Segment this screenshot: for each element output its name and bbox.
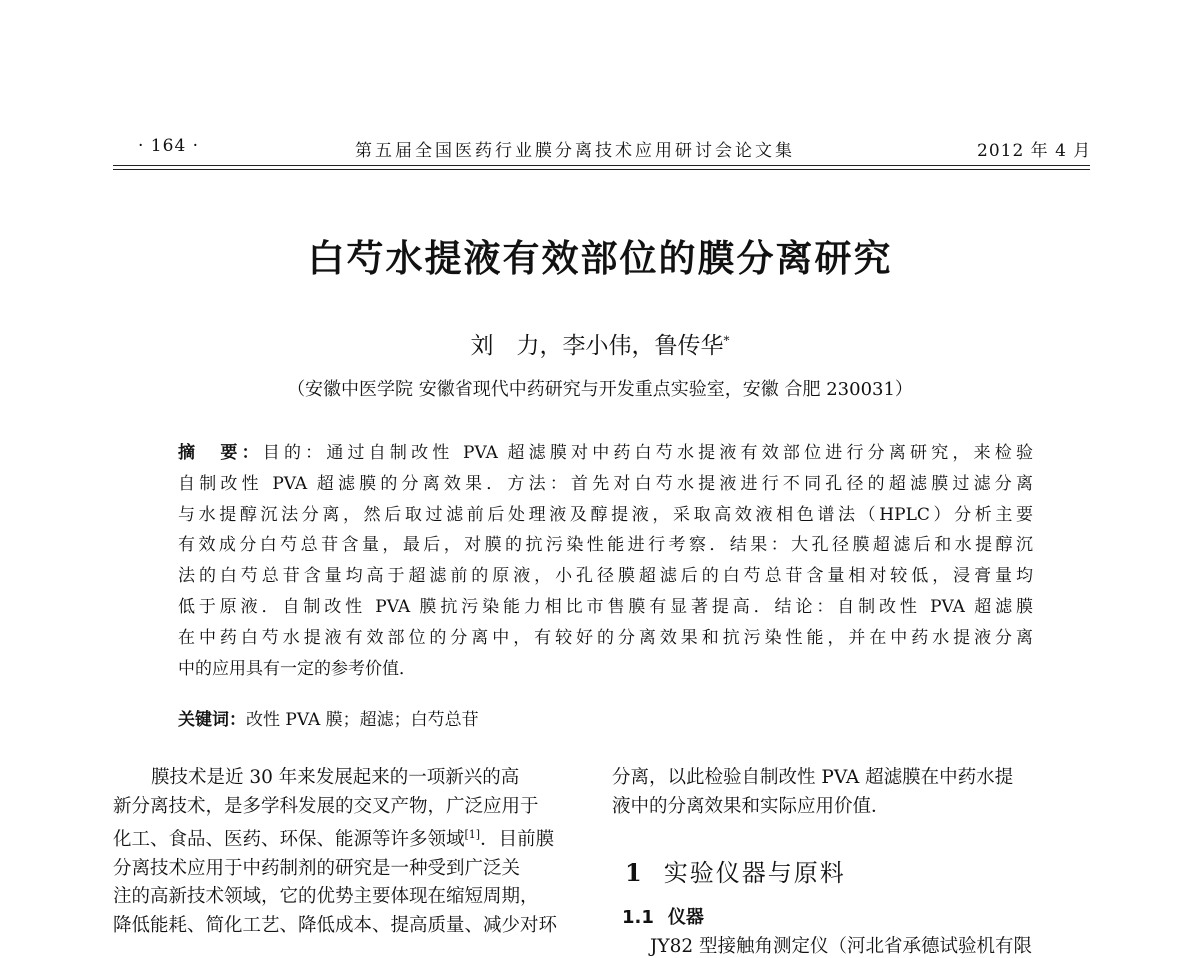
page-number: · 164 · [138, 136, 200, 156]
abstract-line: 自制改性 PVA 超滤膜的分离效果．方法：首先对白芍水提液进行不同孔径的超滤膜过滤分离 [178, 473, 1033, 494]
corresponding-author-mark: * [723, 333, 730, 348]
body-text: ．目前膜 [480, 829, 555, 851]
body-column-left [113, 764, 583, 940]
author-2: 李小伟， [562, 333, 655, 359]
running-header-date: 2012 年 4 月 [977, 141, 1092, 161]
abstract-line: 低于原液．自制改性 PVA 膜抗污染能力相比市售膜有显著提高．结论：自制改性 PVA 超滤膜 [178, 596, 1033, 617]
keywords-label: 关键词： [178, 710, 246, 730]
header-rule-bottom [113, 169, 1090, 170]
keywords-text: 改性 PVA 膜；超滤；白芍总苷 [246, 710, 479, 730]
author-3: 鲁传华 [654, 333, 724, 359]
abstract-label: 摘 要： [178, 443, 263, 463]
section-heading-1 [625, 853, 846, 888]
body-line: 液中的分离效果和实际应用价值． [612, 795, 890, 817]
author-1: 刘 力， [470, 333, 563, 359]
keywords [178, 705, 479, 730]
body-line: 分离技术应用于中药制剂的研究是一种受到广泛关 [113, 857, 521, 879]
body-line [113, 821, 583, 855]
paper-title: 白芍水提液有效部位的膜分离研究 [307, 236, 893, 280]
body-text: 化工、食品、医药、环保、能源等许多领域 [113, 829, 465, 851]
body-line: 新分离技术，是多学科发展的交叉产物，广泛应用于 [113, 795, 539, 817]
abstract-line [178, 438, 1033, 469]
body-line: 注的高新技术领域，它的优势主要体现在缩短周期， [113, 886, 539, 908]
abstract-line: 与水提醇沉法分离，然后取过滤前后处理液及醇提液，采取高效液相色谱法（HPLC）分析主要 [178, 504, 1033, 525]
subsection-heading-1-1 [622, 903, 704, 929]
author-list [0, 327, 1200, 360]
abstract-line: 有效成分白芍总苷含量，最后，对膜的抗污染性能进行考察．结果：大孔径膜超滤后和水提醇沉 [178, 535, 1033, 556]
affiliation: （安徽中医学院 安徽省现代中药研究与开发重点实验室，安徽 合肥 230031） [287, 379, 913, 400]
body-line: 降低能耗、简化工艺、降低成本、提高质量、减少对环 [113, 914, 558, 936]
section-number: 1 [625, 858, 644, 887]
body-line: JY82 型接触角测定仪（河北省承德试验机有限 [650, 936, 1033, 957]
section-title: 实验仪器与原料 [663, 859, 846, 887]
body-line: 膜技术是近 30 年来发展起来的一项新兴的高 [151, 767, 520, 788]
body-column-right [612, 764, 1092, 821]
abstract-text: 目的：通过自制改性 PVA 超滤膜对中药白芍水提液有效部位进行分离研究，来检验 [262, 443, 1034, 463]
running-header-journal: 第五届全国医药行业膜分离技术应用研讨会论文集 [355, 141, 795, 161]
subsection-number: 1.1 [622, 907, 654, 928]
abstract-line: 在中药白芍水提液有效部位的分离中，有较好的分离效果和抗污染性能，并在中药水提液分离 [178, 627, 1033, 648]
abstract-line: 中的应用具有一定的参考价值． [178, 658, 416, 679]
abstract-line: 法的白芍总苷含量均高于超滤前的原液，小孔径膜超滤后的白芍总苷含量相对较低，浸膏量均 [178, 566, 1033, 587]
subsection-title: 仪器 [667, 907, 704, 928]
citation-ref: [1] [464, 828, 481, 841]
body-line: 分离，以此检验自制改性 PVA 超滤膜在中药水提 [612, 767, 1014, 788]
abstract [178, 438, 1033, 684]
header-rule-top [113, 165, 1090, 166]
